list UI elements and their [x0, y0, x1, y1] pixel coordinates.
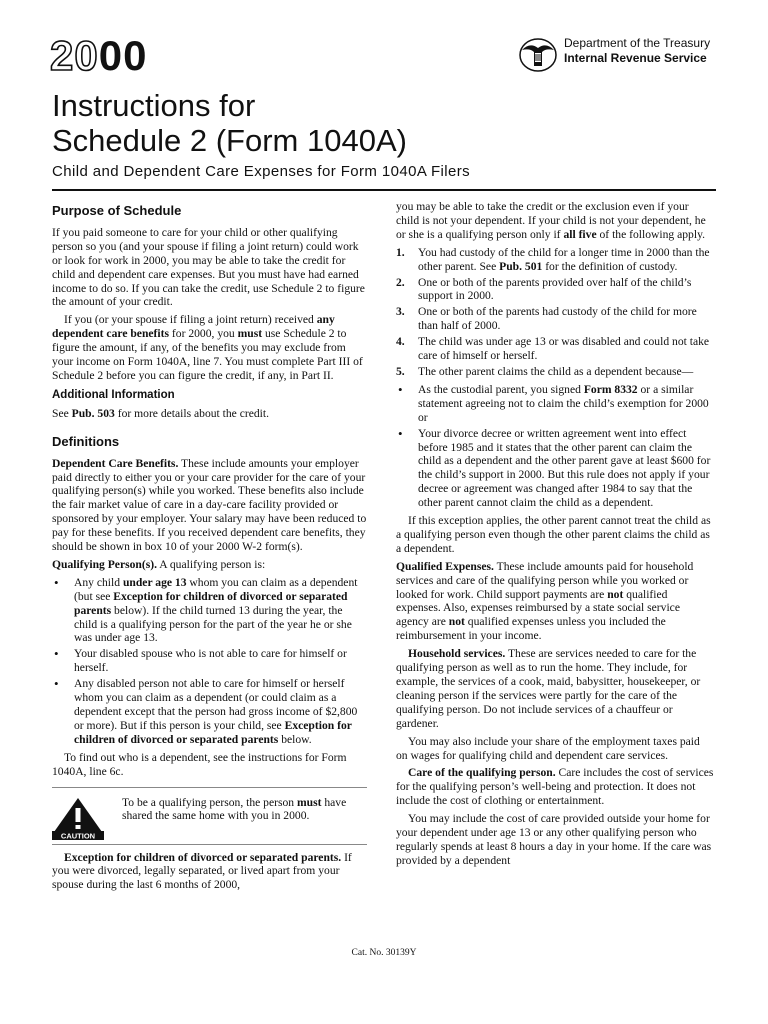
left-column [52, 200, 367, 896]
list-item: 5. The other parent claims the child as a dependent because— [396, 364, 694, 378]
form-year: 2000 [50, 32, 148, 79]
divorced-parents-exception: Exception for children of divorced or separated parents. If you were divorced, legally separated, or lived apart from your spouse during the last 6 months of 2000, [52, 850, 352, 892]
irs-name: Internal Revenue Service [564, 51, 707, 65]
caution-icon [52, 796, 104, 840]
household-services: Household services. These are services needed to care for the qualifying person as well as to run the home. They include, for example, the services of a cook, maid, babysitter, housekeeper, or cleaning person if the services were partly for the care of the qualifying person. Do not include services of a chauffeur or gardener. [396, 647, 701, 730]
employment-taxes-paragraph: You may also include your share of the employment taxes paid on wages for qualifying child and dependent care services. [396, 734, 700, 762]
list-item: • Any child under age 13 whom you can claim as a dependent (but see Exception for children of divorced or separated parents below). If the child turned 13 during the year, the child is a qualifying person for the part of the year he or she was under age 13. [52, 576, 367, 646]
header-divider [52, 189, 716, 191]
claim-reasons-list [396, 383, 714, 510]
caution-text: To be a qualifying person, the person must have shared the same home with you in 2000. [122, 795, 347, 823]
additional-info-text: See Pub. 503 for more details about the credit. [52, 406, 270, 420]
list-item: • Your disabled spouse who is not able to care for himself or herself. [52, 647, 367, 675]
dependent-lookup-paragraph: To find out who is a dependent, see the instructions for Form 1040A, line 6c. [52, 750, 347, 778]
page-subtitle: Child and Dependent Care Expenses for Form 1040A Filers [52, 163, 471, 180]
additional-info-heading: Additional Information [52, 388, 175, 401]
care-of-qualifying-person: Care of the qualifying person. Care includes the cost of services for the qualifying person’s well-being and protection. It does not include the cost of clothing or entertainment. [396, 766, 714, 808]
dependent-care-benefits: Dependent Care Benefits. These include amounts your employer paid directly to either you or your care provider for the care of your qualifying person(s) while you worked. These benefits also include the fair market value of care in a day-care facility provided or sponsored by your employer. Your salary may have been reduced to pay for these benefits. If you received dependent care benefits, they should be shown in box 10 of your 2000 W-2 form(s). [52, 456, 367, 554]
qualifying-person-list [52, 576, 367, 747]
exception-applies-paragraph: If this exception applies, the other parent cannot treat the child as a qualifying person even though the other parent claims the child as a dependent. [396, 514, 711, 555]
catalog-number: Cat. No. 30139Y [351, 948, 417, 958]
caution-box [52, 787, 367, 845]
exception-continued: you may be able to take the credit or the exclusion even if your child is not your dependent. If your child is not your dependent, he or she is a qualifying person only if all five of the following apply. [396, 200, 706, 241]
agency-block [518, 36, 710, 74]
department-name: Department of the Treasury [564, 36, 711, 50]
list-item: 3. One or both of the parents had custody of the child for more than half of 2000. [396, 305, 697, 333]
care-outside-home-paragraph: You may include the cost of care provided outside your home for your dependent under age 13 or any other qualifying person who regularly spends at least 8 hours a day in your home. If the care was provided by a dependent [396, 812, 712, 867]
right-column [396, 200, 714, 872]
agency-text [564, 36, 710, 66]
caution-label: CAUTION [60, 831, 96, 840]
purpose-paragraph-1: If you paid someone to care for your child or other qualifying person so you (and your spouse if filing a joint return) could work or look for work in 2000, you may be able to take the credit for child and dependent care expenses. But you must have had earned income to do so. If you can take the credit, use Schedule 2 to figure the amount of your credit. [52, 225, 365, 309]
definitions-heading: Definitions [52, 433, 120, 449]
page-title: Instructions for Schedule 2 (Form 1040A) [52, 88, 407, 158]
qualifying-persons: Qualifying Person(s). A qualifying person is: [52, 557, 266, 571]
irs-eagle-logo [518, 36, 558, 74]
list-item: 2. One or both of the parents provided over half of the child’s support in 2000. [396, 275, 692, 303]
exception-conditions-list [396, 246, 714, 379]
list-item: • Your divorce decree or written agreement went into effect before 1985 and it states that the other parent can claim the child as a dependent and the other parent gave at least $600 for the child’s support in 2000. But this rule does not apply if your decree or agreement was changed after 1984 to say that the other parent cannot claim the child as a dependent. [396, 427, 714, 510]
list-item: • Any disabled person not able to care for himself or herself whom you can claim as a dependent (or could claim as a dependent except that the person had gross income of $2,800 or more). But if this person is your child, see Exception for children of divorced or separated parents below. [52, 677, 367, 747]
list-item: 4. The child was under age 13 or was disabled and could not take care of himself or herself. [396, 335, 710, 363]
list-item: • As the custodial parent, you signed Form 8332 or a similar statement agreeing not to claim the child’s exemption for 2000 or [396, 383, 714, 425]
qualified-expenses: Qualified Expenses. These include amounts paid for household services and care of the qualifying person while you worked or looked for work. Child support payments are not qualified expenses. Also, expenses reimbursed by a state social service agency are not qualified expenses unless you included the reimbursement in your income. [396, 559, 694, 643]
list-item: 1. You had custody of the child for a longer time in 2000 than the other parent. See Pub. 501 for the definition of custody. [396, 245, 710, 273]
purpose-heading: Purpose of Schedule [52, 203, 182, 218]
purpose-paragraph-2: If you (or your spouse if filing a joint return) received any dependent care benefits for 2000, you must use Schedule 2 to figure the amount, if any, of the benefits you may exclude from your income on Form 1040A, line 7. You must complete Part III of Schedule 2 before you can figure the credit, if any, in Part II. [52, 313, 363, 382]
